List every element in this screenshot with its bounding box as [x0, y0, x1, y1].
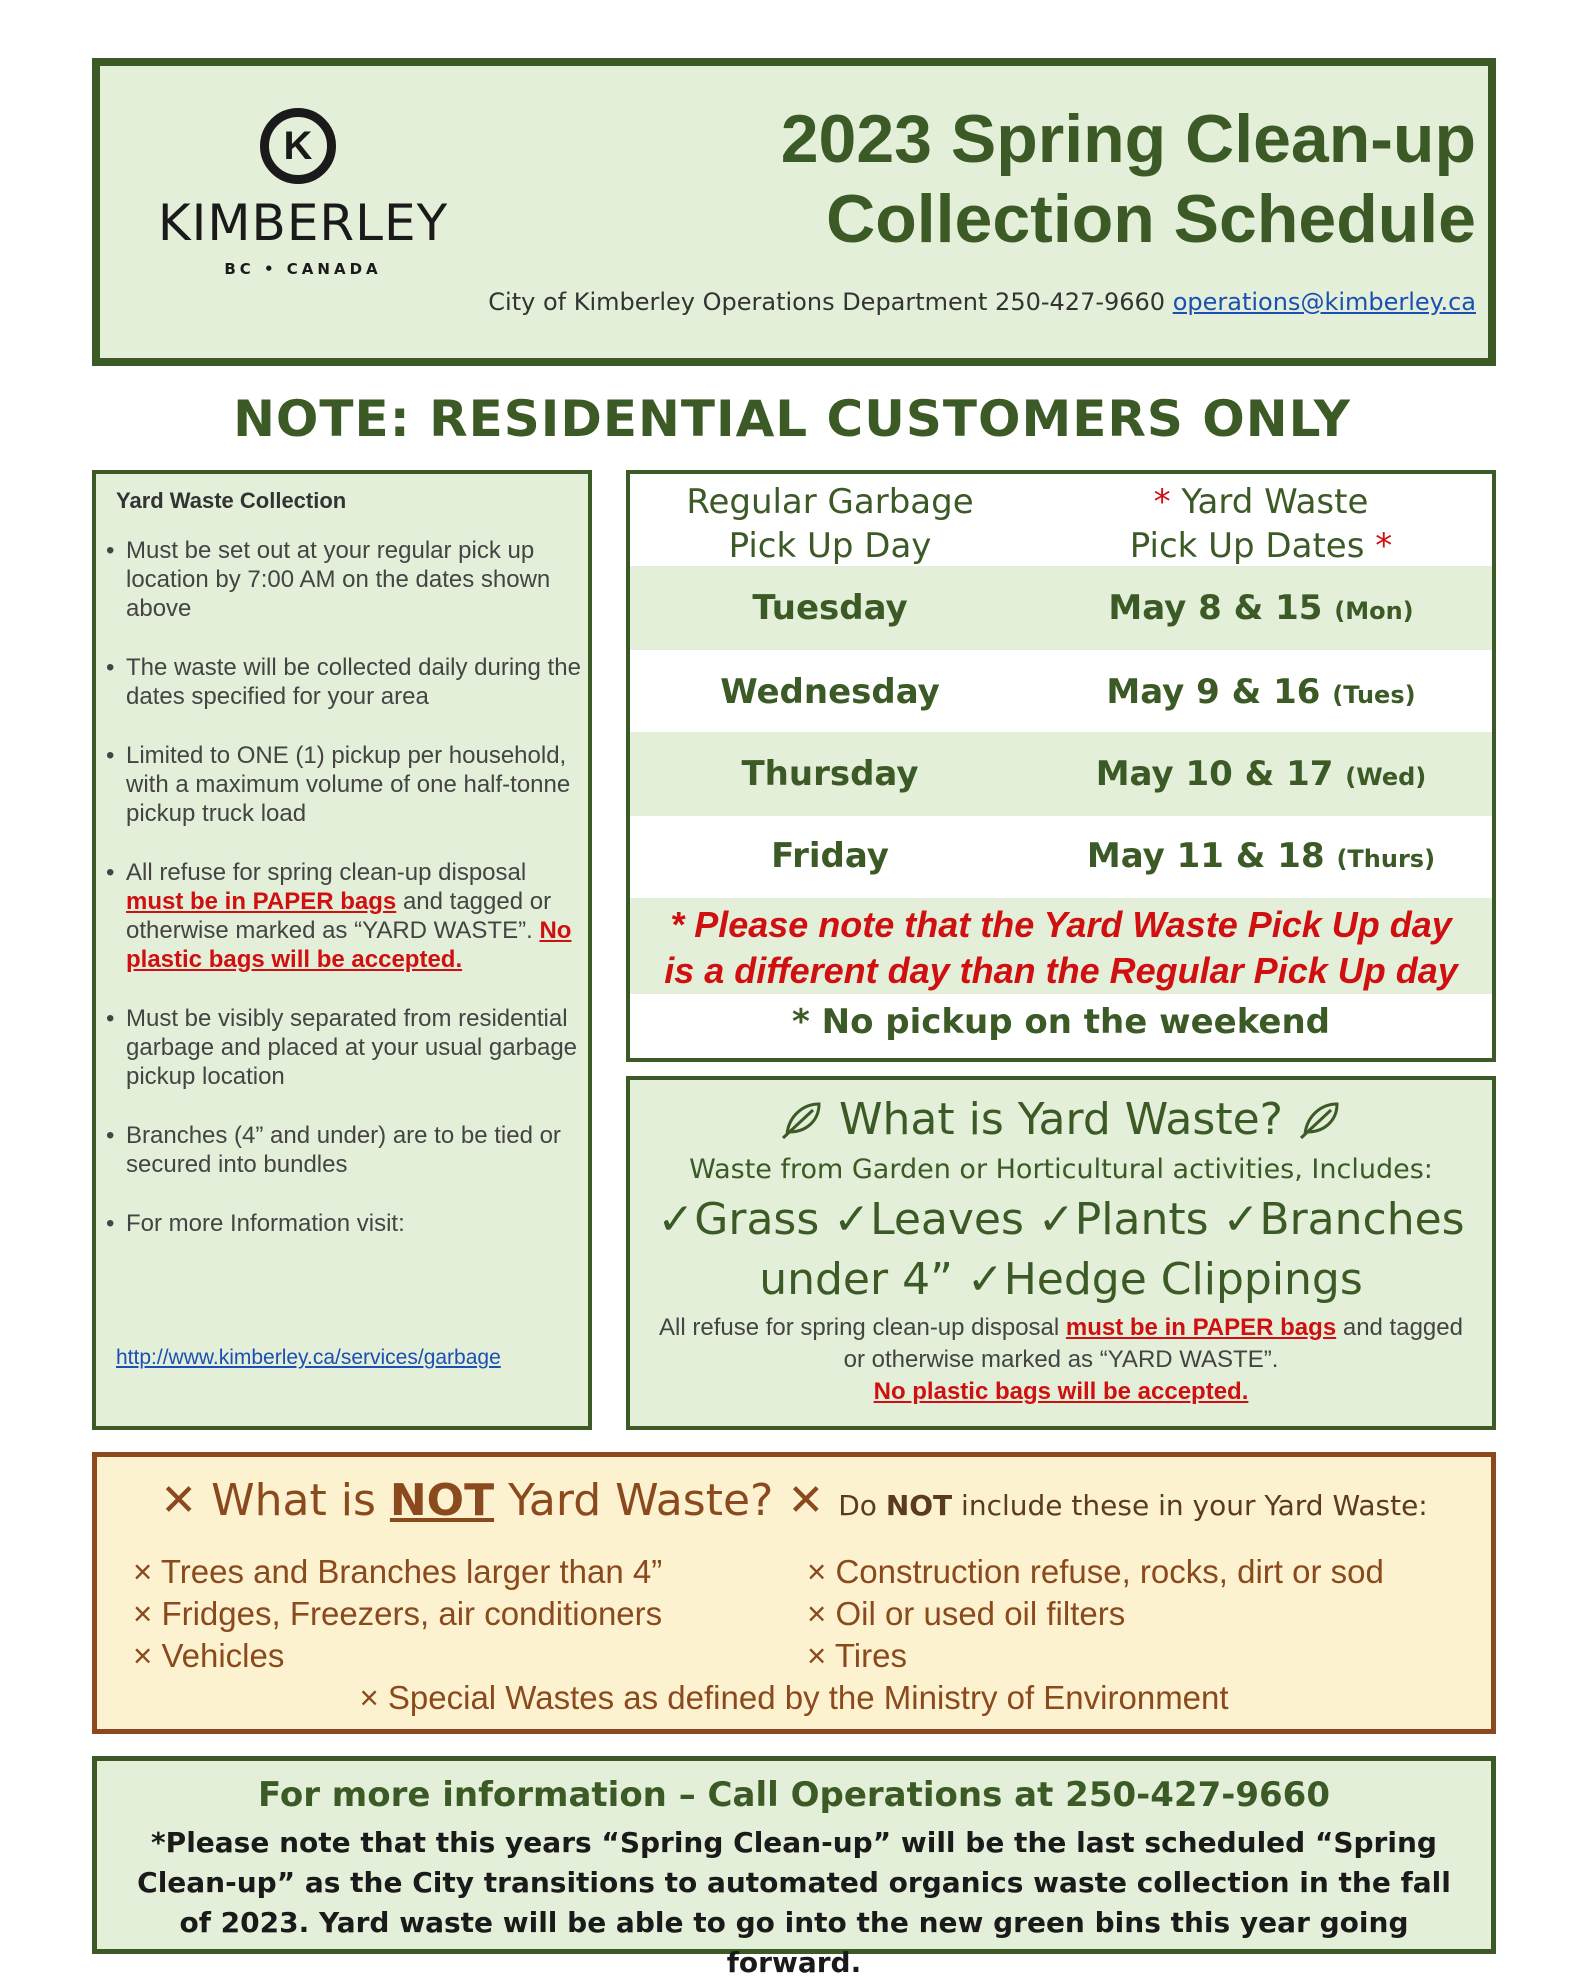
item-text: Oil or used oil filters: [835, 1595, 1126, 1632]
cross-icon: ×: [133, 1553, 161, 1590]
bag-requirement: [650, 1312, 1472, 1408]
table-row: [630, 650, 1492, 734]
yard-dates-text: May 8 & 15: [1108, 588, 1335, 628]
star-marker: *: [1375, 526, 1393, 566]
yard-items-line2: under 4” ✓Hedge Clippings: [759, 1254, 1363, 1305]
list-item: • Must be set out at your regular pick up location by 7:00 AM on the dates shown above: [126, 536, 582, 623]
no-weekend-note: * No pickup on the weekend: [792, 1002, 1330, 1042]
page-title-line2: Collection Schedule: [826, 181, 1476, 257]
bag-rule-text: All refuse for spring clean-up disposal: [126, 859, 527, 886]
not-yard-waste-panel: [92, 1452, 1496, 1734]
no-plastic-warning: No plastic bags will be accepted.: [873, 1378, 1249, 1405]
logo-subtitle: BC • CANADA: [224, 260, 382, 278]
column-header-regular: [630, 480, 1030, 568]
cross-icon: ✕: [160, 1475, 212, 1526]
yard-items-line1: ✓Grass ✓Leaves ✓Plants ✓Branches: [657, 1194, 1465, 1245]
yard-collection-panel: [92, 470, 592, 1430]
column-header-yard-line1: Yard Waste: [1170, 482, 1369, 522]
list-item: [97, 1679, 1491, 1717]
item-text: Trees and Branches larger than 4”: [160, 1553, 663, 1590]
yard-dates: [1030, 588, 1492, 628]
cross-icon: ×: [807, 1637, 835, 1674]
yard-waste-heading: [630, 1094, 1492, 1145]
list-item: • Branches (4” and under) are to be tied or secured into bundles: [126, 1121, 582, 1179]
column-header-yard: [1030, 480, 1492, 568]
yard-waste-items: [630, 1190, 1492, 1310]
not-yard-waste-heading: [97, 1475, 1491, 1526]
residential-note: NOTE: RESIDENTIAL CUSTOMERS ONLY: [233, 390, 1351, 448]
item-text: Construction refuse, rocks, dirt or sod: [835, 1553, 1384, 1590]
heading-text: Yard Waste?: [494, 1475, 788, 1526]
yard-collection-list: [102, 536, 582, 1268]
subtitle-not: NOT: [885, 1489, 953, 1522]
yard-dates: [1030, 836, 1492, 876]
item-text: Tires: [834, 1637, 907, 1674]
footer-title: For more information – Call Operations at 250-427-9660: [258, 1775, 1330, 1815]
cross-icon: ✕: [787, 1475, 839, 1526]
yard-dates-text: May 11 & 18: [1086, 836, 1337, 876]
column-header-yard-line2: Pick Up Dates: [1129, 526, 1376, 566]
item-text: Special Wastes as defined by the Ministry of Environment: [387, 1679, 1229, 1716]
paper-bags-warning: must be in PAPER bags: [1065, 1314, 1337, 1341]
yard-weekday: (Mon): [1334, 597, 1414, 625]
list-item: • Must be visibly separated from residential garbage and placed at your usual garbage pickup location: [126, 1004, 582, 1091]
yard-dates-text: May 10 & 17: [1095, 754, 1346, 794]
paper-bags-warning: must be in PAPER bags: [126, 888, 397, 915]
star-marker: *: [1153, 482, 1171, 522]
list-item: [133, 1553, 662, 1591]
column-header-regular-line1: Regular Garbage: [686, 482, 974, 522]
footer-panel: [92, 1756, 1496, 1979]
yard-dates: [1030, 754, 1492, 794]
department-contact: [488, 288, 1476, 316]
leaf-icon: [779, 1098, 825, 1140]
yard-dates: [1030, 672, 1492, 712]
yard-dates-text: May 9 & 16: [1106, 672, 1333, 712]
list-item: [807, 1553, 1384, 1591]
cross-icon: ×: [133, 1637, 162, 1674]
bag-rule-text: All refuse for spring clean-up disposal: [659, 1314, 1066, 1341]
subtitle-text: include these in your Yard Waste:: [952, 1489, 1428, 1522]
list-item: [126, 858, 582, 974]
cross-icon: ×: [807, 1553, 836, 1590]
list-item: [807, 1637, 907, 1675]
logo-name: KIMBERLEY: [157, 194, 449, 252]
regular-day: Friday: [771, 836, 889, 876]
operations-email-link[interactable]: operations@kimberley.ca: [1172, 288, 1476, 316]
yard-weekday: (Tues): [1332, 681, 1416, 709]
cross-icon: ×: [133, 1595, 162, 1632]
warning-line1: * Please note that the Yard Waste Pick Up day: [670, 904, 1452, 945]
yard-weekday: (Wed): [1345, 763, 1427, 791]
list-item: [807, 1595, 1125, 1633]
warning-line2: is a different day than the Regular Pick Up day: [664, 950, 1458, 991]
not-include-subtitle: [838, 1489, 1428, 1522]
list-item: [133, 1637, 284, 1675]
yard-waste-panel: [626, 1076, 1496, 1430]
list-item: • For more Information visit:: [126, 1209, 582, 1238]
list-item: • The waste will be collected daily during the dates specified for your area: [126, 653, 582, 711]
header-panel: [92, 58, 1496, 366]
column-header-regular-line2: Pick Up Day: [728, 526, 932, 566]
item-text: Fridges, Freezers, air conditioners: [161, 1595, 663, 1632]
list-item: [133, 1595, 662, 1633]
subtitle-text: Do: [838, 1489, 886, 1522]
cross-icon: ×: [807, 1595, 836, 1632]
leaf-icon: [1297, 1098, 1343, 1140]
tag-rule-text: and tagged or otherwise marked as “YARD WASTE”.: [843, 1314, 1463, 1373]
table-row: [630, 732, 1492, 816]
schedule-table: [626, 470, 1496, 1062]
regular-day: Tuesday: [752, 588, 908, 628]
tag-rule-text: and tagged or otherwise marked as “YARD WASTE”.: [126, 888, 552, 944]
page-title-line1: 2023 Spring Clean-up: [780, 101, 1476, 177]
table-row: [630, 566, 1492, 650]
yard-collection-title: Yard Waste Collection: [116, 488, 347, 513]
heading-text: What is: [211, 1475, 390, 1526]
no-plastic-warning: No plastic bags will be accepted.: [126, 917, 572, 973]
item-text: Vehicles: [161, 1637, 285, 1674]
regular-day: Thursday: [741, 754, 919, 794]
yard-waste-subtitle: Waste from Garden or Horticultural activities, Includes:: [689, 1154, 1433, 1185]
department-text: City of Kimberley Operations Department 250-427-9660: [488, 288, 1173, 316]
heading-not: NOT: [389, 1475, 495, 1526]
kimberley-logo-icon: K: [260, 108, 336, 184]
different-day-warning: [630, 898, 1492, 994]
list-item: • Limited to ONE (1) pickup per household, with a maximum volume of one half-tonne pickup truck load: [126, 741, 582, 828]
yard-waste-title: What is Yard Waste?: [839, 1094, 1283, 1145]
table-row: [630, 814, 1492, 898]
cross-icon: ×: [359, 1679, 388, 1716]
yard-weekday: (Thurs): [1336, 845, 1436, 873]
regular-day: Wednesday: [720, 672, 940, 712]
footer-note: *Please note that this years “Spring Clean-up” will be the last scheduled “Spring Clean-up” as the City transitions to automated organics waste collection in the fall of 2023. Yard waste will be able to go into the new green bins this year going forward.: [137, 1826, 1451, 1979]
garbage-info-link[interactable]: http://www.kimberley.ca/services/garbage: [116, 1346, 501, 1369]
